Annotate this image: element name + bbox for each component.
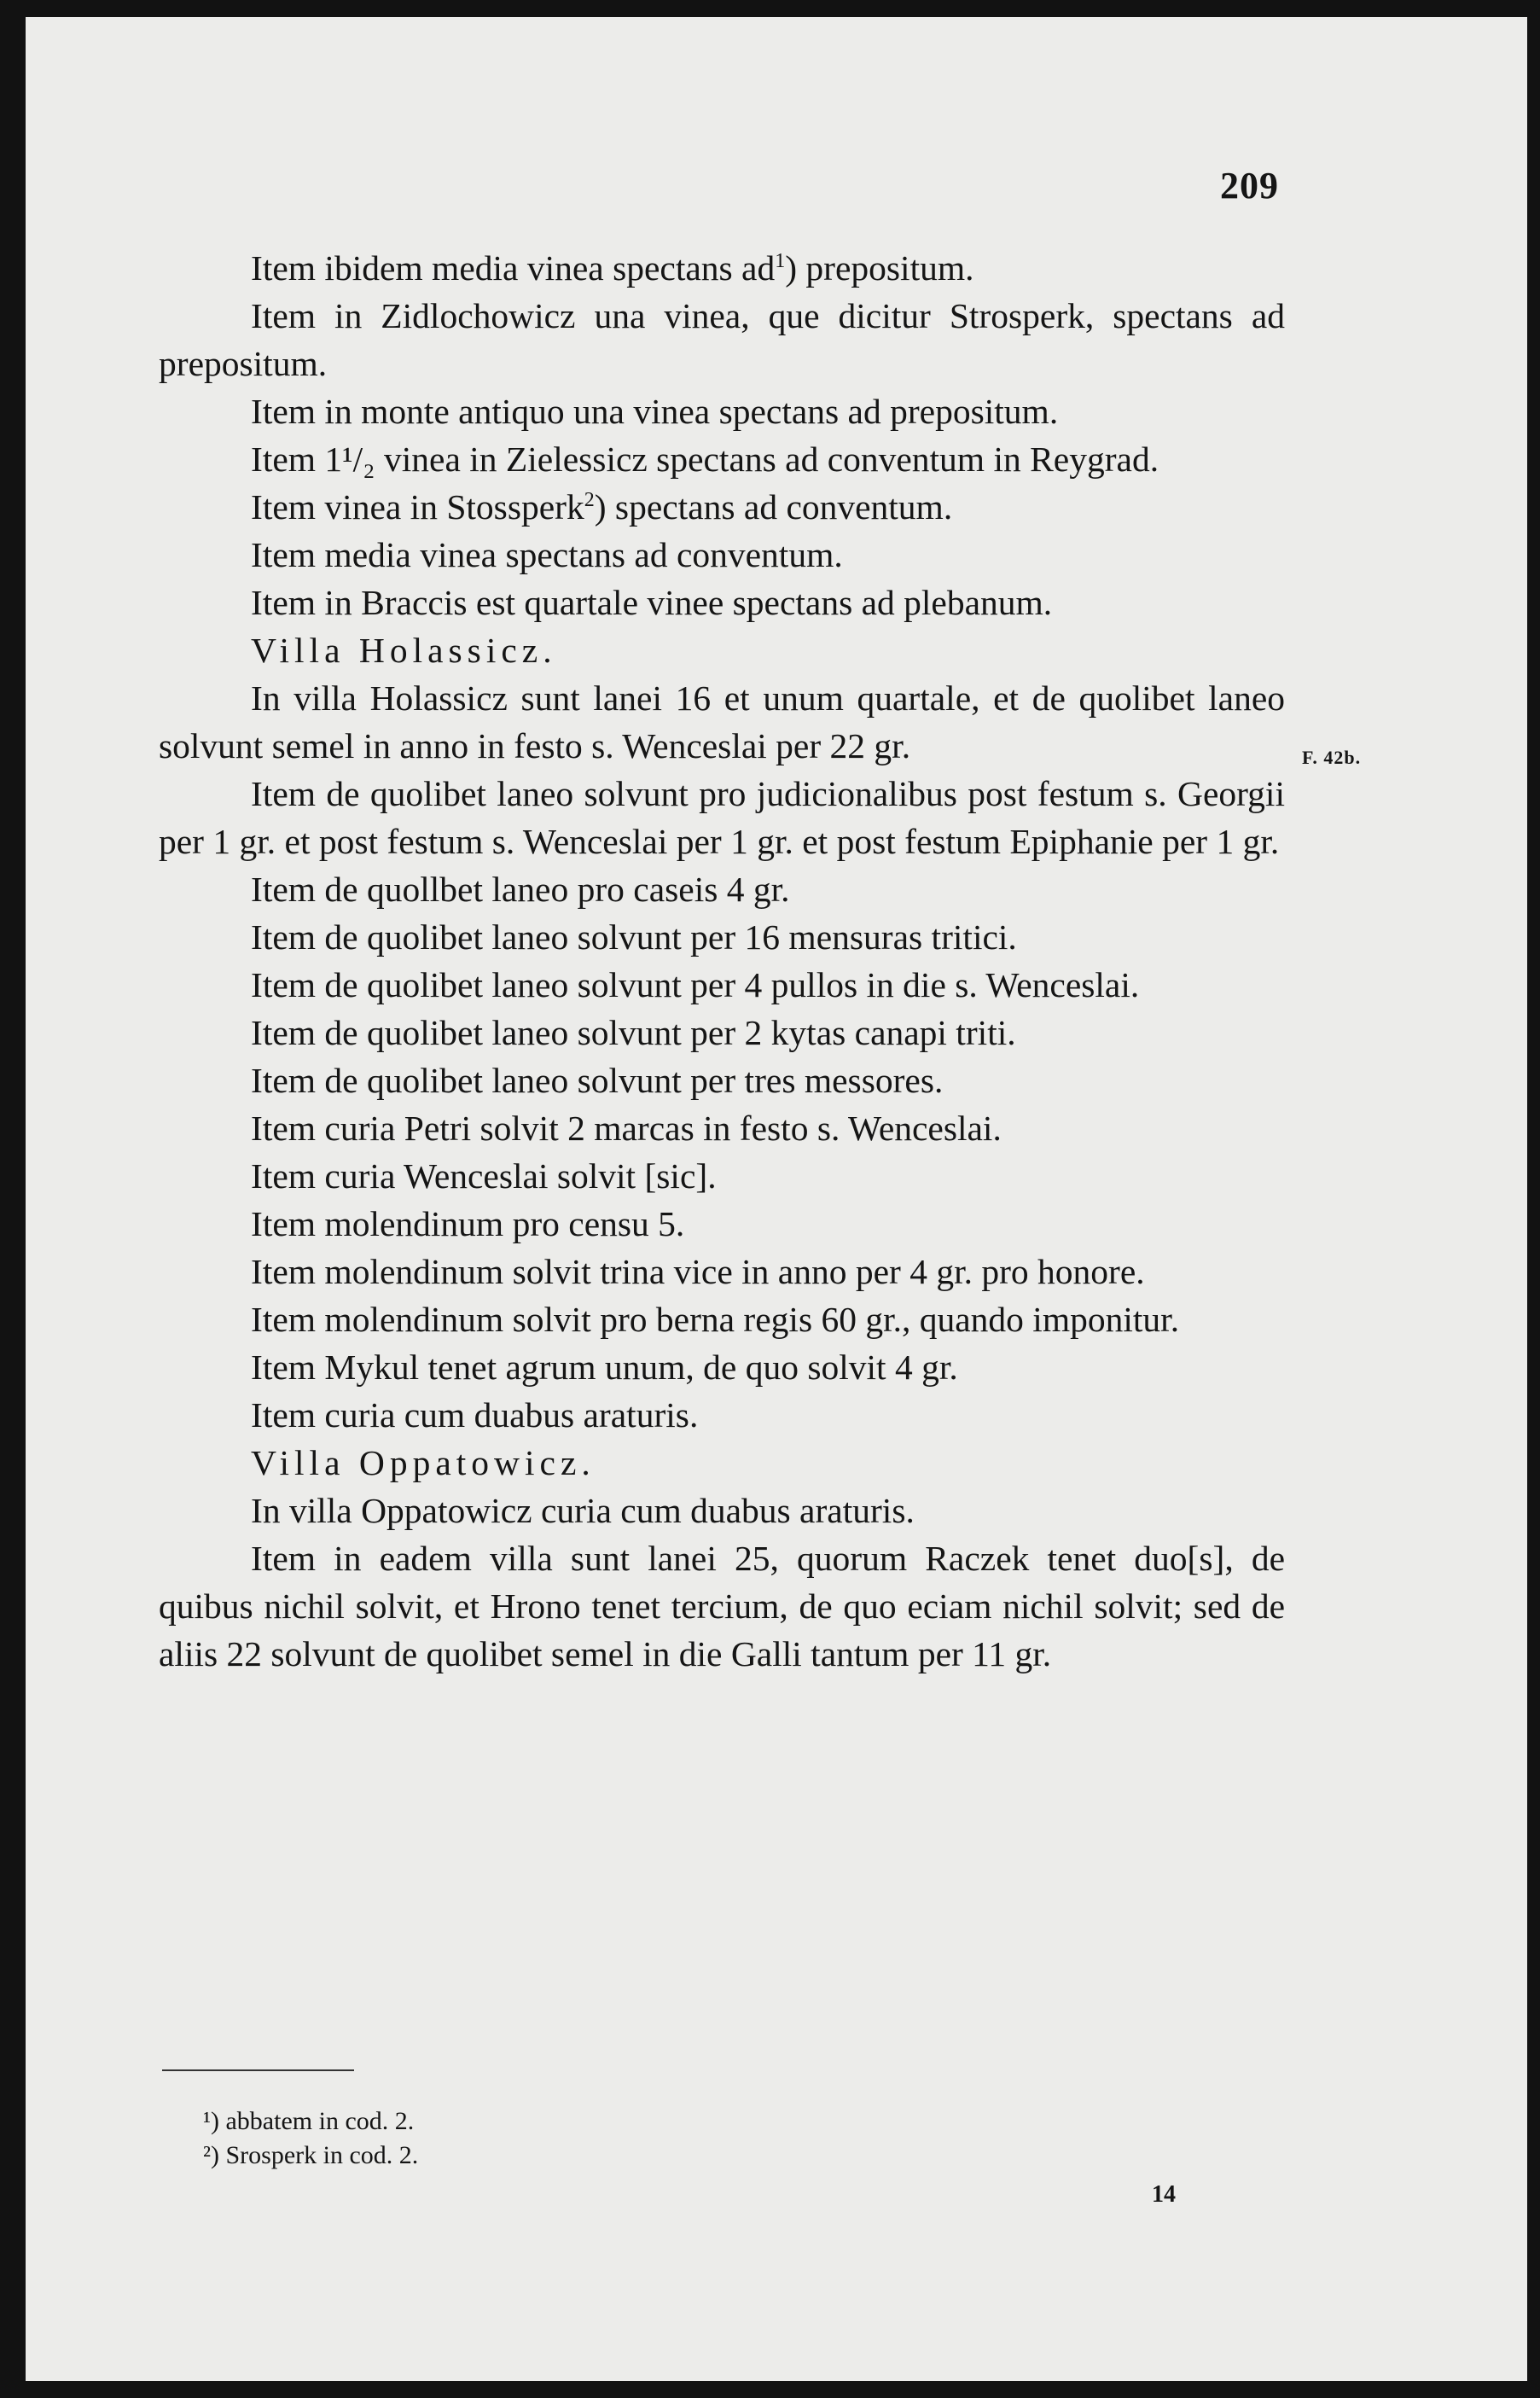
paragraph-text-cont: ) spectans ad conventum. <box>594 487 953 527</box>
paragraph: Item de quolibet laneo solvunt per 4 pullos in die s. Wenceslai. <box>251 965 1140 1004</box>
paragraph: Item curia cum duabus araturis. <box>251 1395 699 1435</box>
paragraph: Item molendinum pro censu 5. <box>251 1204 685 1243</box>
paragraph: Item media vinea spectans ad conventum. <box>251 535 843 574</box>
paragraph: Item de quolibet laneo solvunt per 16 mensuras tritici. <box>251 917 1017 957</box>
paragraph: Item de quollbet laneo pro caseis 4 gr. <box>251 870 790 909</box>
paragraph: In villa Holassicz sunt lanei 16 et unum quartale, et de quolibet laneo solvunt semel in anno in festo s. Wenceslai per 22 gr. <box>159 678 1285 765</box>
footnote-text: ) Srosperk in cod. 2. <box>211 2141 419 2169</box>
footnote <box>203 2104 418 2139</box>
paragraph-text: Item vinea in Stossperk <box>251 487 584 527</box>
footnote-ref: 1 <box>775 250 786 273</box>
paragraph <box>159 483 1285 531</box>
paragraph: Item curia Wenceslai solvit [sic]. <box>251 1156 717 1196</box>
footnotes <box>203 2104 418 2173</box>
margin-folio-note: F. 42b. <box>1302 747 1362 768</box>
signature-mark: 14 <box>1152 2181 1176 2208</box>
paragraph: Item Mykul tenet agrum unum, de quo solvit 4 gr. <box>251 1347 958 1387</box>
paragraph: Item in Braccis est quartale vinee spectans ad plebanum. <box>251 583 1053 622</box>
paragraph: Item molendinum solvit trina vice in anno per 4 gr. pro honore. <box>251 1252 1145 1291</box>
page-number: 209 <box>1220 165 1279 207</box>
scanned-page <box>26 17 1527 2381</box>
paragraph: Item 1¹/₂ vinea in Zielessicz spectans ad conventum in Reygrad. <box>251 439 1159 479</box>
main-text <box>159 244 1285 1678</box>
paragraph: Item de quolibet laneo solvunt per 2 kytas canapi triti. <box>251 1013 1016 1052</box>
footnote-divider <box>162 2069 354 2071</box>
section-heading: Villa Holassicz. <box>251 631 557 670</box>
paragraph-text-cont: ) prepositum. <box>785 248 974 288</box>
paragraph: Item in monte antiquo una vinea spectans ad prepositum. <box>251 392 1059 431</box>
section-heading: Villa Oppatowicz. <box>251 1443 596 1482</box>
paragraph-text: Item ibidem media vinea spectans ad <box>251 248 776 288</box>
footnote <box>203 2139 418 2173</box>
paragraph: Item molendinum solvit pro berna regis 60 gr., quando imponitur. <box>251 1300 1180 1339</box>
footnote-text: ) abbatem in cod. 2. <box>211 2107 415 2135</box>
paragraph: Item de quolibet laneo solvunt per tres messores. <box>251 1061 944 1100</box>
paragraph <box>159 244 1285 292</box>
paragraph: In villa Oppatowicz curia cum duabus araturis. <box>251 1491 915 1530</box>
footnote-mark: ² <box>203 2141 211 2169</box>
paragraph: Item curia Petri solvit 2 marcas in festo s. Wenceslai. <box>251 1109 1002 1148</box>
paragraph: Item de quolibet laneo solvunt pro judicionalibus post festum s. Georgii per 1 gr. et post festum s. Wenceslai per 1 gr. et post festum Epiphanie per 1 gr. <box>159 774 1285 861</box>
footnote-mark: ¹ <box>203 2107 211 2135</box>
paragraph: Item in Zidlochowicz una vinea, que dicitur Strosperk, spectans ad prepositum. <box>159 296 1285 383</box>
paragraph: Item in eadem villa sunt lanei 25, quorum Raczek tenet duo[s], de quibus nichil solvit, et Hrono tenet tercium, de quo eciam nichil solvit; sed de aliis 22 solvunt de quolibet semel in die Galli tantum per 11 gr. <box>159 1539 1285 1673</box>
footnote-ref: 2 <box>584 489 595 512</box>
